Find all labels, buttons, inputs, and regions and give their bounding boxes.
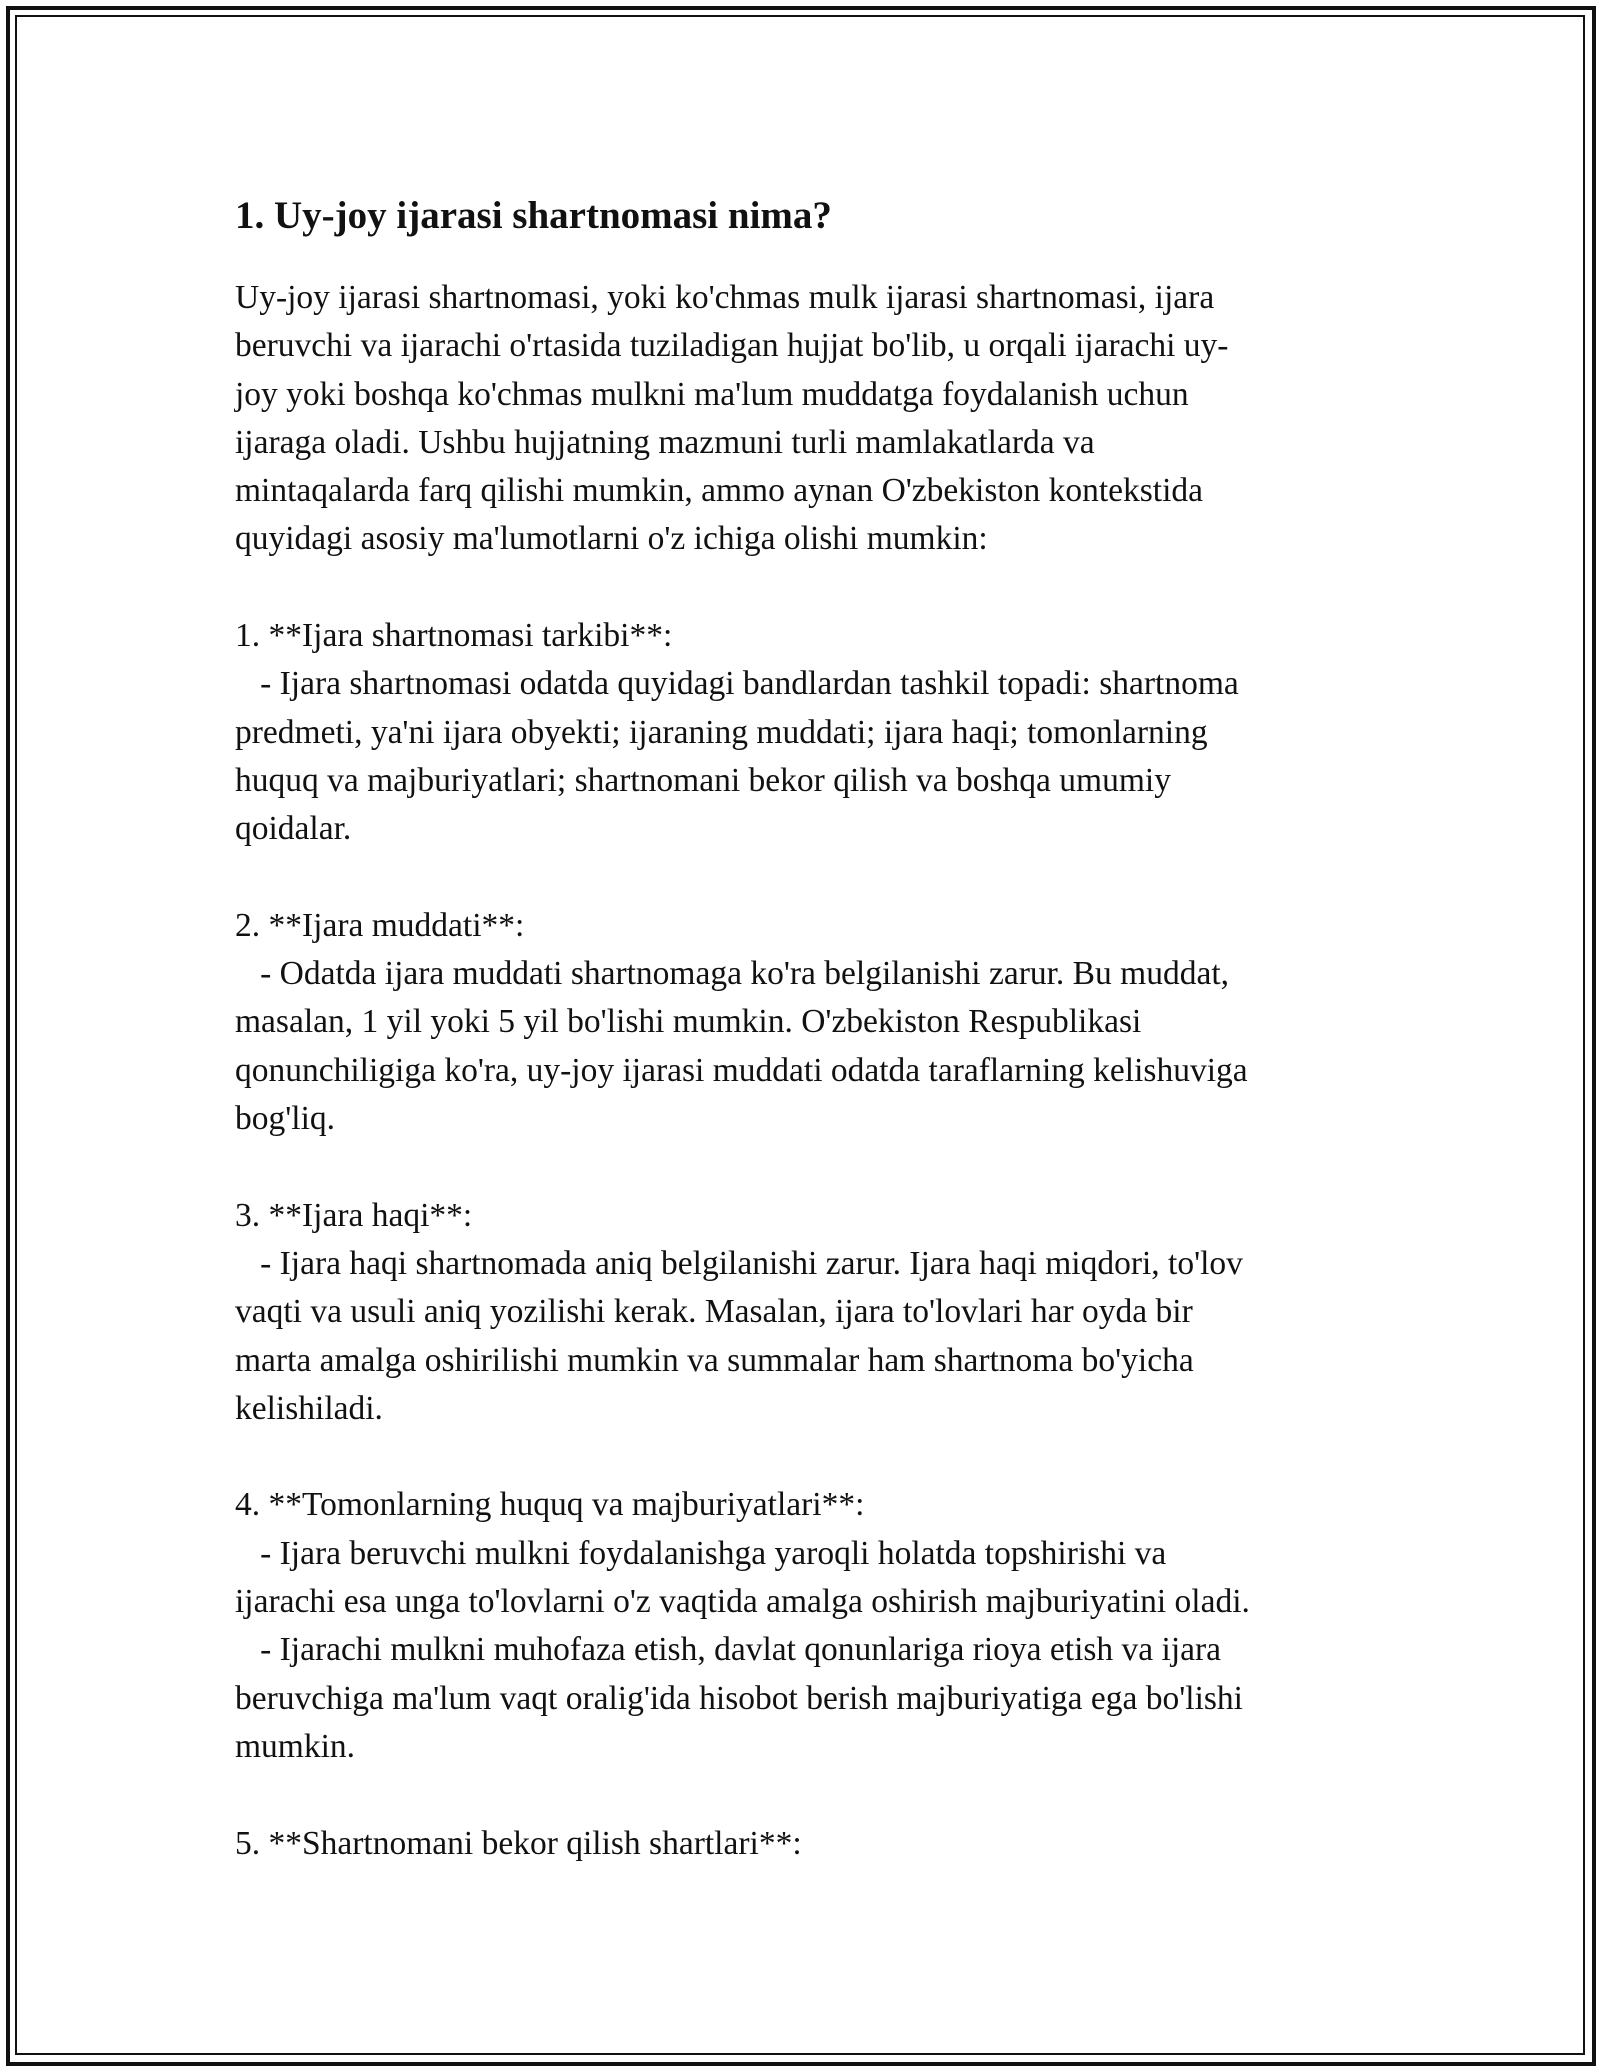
section-text: - Ijara shartnomasi odatda quyidagi bandlardan tashkil topadi: shartnoma predmeti, ya'ni ijara obyekti; ijaraning muddati; ijara haqi; tomonlarning huquq va majburiyatlari; shartnomani bekor qilish va boshqa umumiy qoidalar.	[235, 665, 1239, 848]
spacer	[235, 854, 1365, 902]
document-body	[235, 186, 1365, 1868]
section-text: - Ijara haqi shartnomada aniq belgilanishi zarur. Ijara haqi miqdori, to'lov vaqti va usuli aniq yozilishi kerak. Masalan, ijara to'lovlari har oyda bir marta amalga oshirilishi mumkin va summalar ham shartnoma bo'yicha kelishiladi.	[235, 1244, 1243, 1427]
document-title: 1. Uy-joy ijarasi shartnomasi nima?	[235, 194, 832, 237]
section-heading: 5. **Shartnomani bekor qilish shartlari**:	[235, 1824, 802, 1862]
section-text: - Odatda ijara muddati shartnomaga ko'ra belgilanishi zarur. Bu muddat, masalan, 1 yil yoki 5 yil bo'lishi mumkin. O'zbekiston Respublikasi qonunchiligiga ko'ra, uy-joy ijarasi muddati odatda taraflarning kelishuviga bog'liq.	[235, 955, 1248, 1138]
section-heading: 4. **Tomonlarning huquq va majburiyatlari**:	[235, 1486, 865, 1524]
spacer	[235, 1143, 1365, 1191]
spacer	[235, 564, 1365, 612]
spacer	[235, 1771, 1365, 1819]
section-text: - Ijara beruvchi mulkni foydalanishga yaroqli holatda topshirishi va ijarachi esa unga to'lovlarni o'z vaqtida amalga oshirish majburiyatini oladi. - Ijarachi mulkni muhofaza etish, davlat qonunlariga rioya etish va ijara beruvchiga ma'lum vaqt oralig'ida hisobot berish majburiyatiga ega bo'lishi mumkin.	[235, 1534, 1250, 1765]
intro-paragraph: Uy-joy ijarasi shartnomasi, yoki ko'chmas mulk ijarasi shartnomasi, ijara beruvchi va ijarachi o'rtasida tuziladigan hujjat bo'lib, u orqali ijarachi uy- joy yoki boshqa ko'chmas mulkni ma'lum muddatga foydalanish uchun ijaraga oladi. Ushbu hujjatning mazmuni turli mamlakatlarda va mintaqalarda farq qilishi mumkin, ammo aynan O'zbekiston kontekstida quyidagi asosiy ma'lumotlarni o'z ichiga olishi mumkin:	[235, 279, 1229, 558]
section-heading: 3. **Ijara haqi**:	[235, 1196, 473, 1234]
section-heading: 2. **Ijara muddati**:	[235, 906, 525, 944]
section-heading: 1. **Ijara shartnomasi tarkibi**:	[235, 617, 673, 655]
spacer	[235, 1433, 1365, 1481]
